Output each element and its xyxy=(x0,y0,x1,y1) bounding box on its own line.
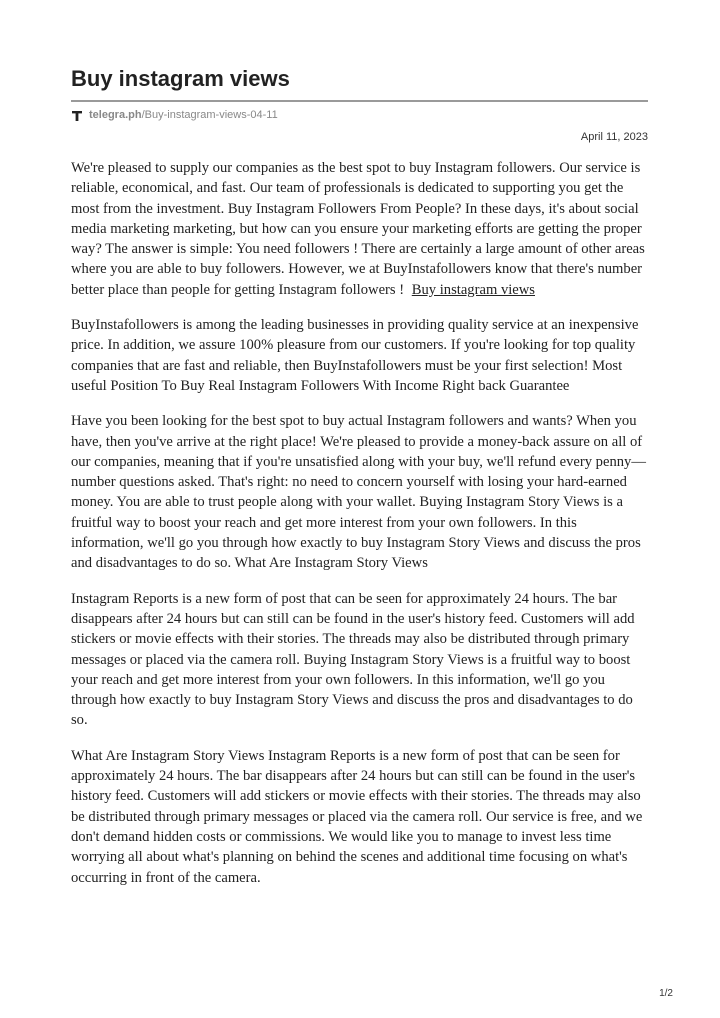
paragraph-5: What Are Instagram Story Views Instagram Reports is a new form of post that can be seen for approximately 24 hours. The bar disappears after 24 hours but can still can be found in the user's history feed. Customers will add stickers or movie effects with their stories. The threads may also be distributed through primary messages or placed via the camera roll. Our service is free, and we don't demand hidden costs or commissions. We would like you to manage to invest less time worrying all about what's planning on behind the scenes and additional time focusing on what's occurring in front of the camera. xyxy=(71,747,643,886)
source-link[interactable] xyxy=(71,106,278,124)
page-number: 1/2 xyxy=(659,988,673,999)
paragraph-3: Have you been looking for the best spot to buy actual Instagram followers and wants? When you have, then you've arrive at the right place! We're pleased to provide a money-back assure on all of our companies, meaning that if you're unsatisfied along with your buy, we'll refund every penny—number questions asked. That's right: no need to concern yourself with losing your hard-earned money. You are able to trust people along with your wallet. Buying Instagram Story Views is a fruitful way to boost your reach and get more interest from your own followers. In this information, we'll go you through how exactly to buy Instagram Story Views and discuss the pros and disadvantages to do so. What Are Instagram Story Views xyxy=(71,413,646,572)
source-path[interactable]: /Buy-instagram-views-04-11 xyxy=(141,109,278,121)
source-domain[interactable]: telegra.ph xyxy=(89,109,142,121)
publication-date: April 11, 2023 xyxy=(580,131,648,143)
title-divider xyxy=(71,100,648,102)
telegraph-logo-icon xyxy=(71,110,83,122)
buy-instagram-views-link[interactable]: Buy instagram views xyxy=(411,281,535,298)
article-body xyxy=(71,158,650,903)
paragraph-4: Instagram Reports is a new form of post that can be seen for approximately 24 hours. The bar disappears after 24 hours but can still can be found in the user's history feed. Customers will add stickers or movie effects with their stories. The threads may also be distributed through primary messages or placed via the camera roll. Buying Instagram Story Views is a fruitful way to boost your reach and get more interest from your own followers. In this information, we'll go you through how exactly to buy Instagram Story Views and discuss the pros and disadvantages to do so. xyxy=(71,590,635,729)
paragraph-2: BuyInstafollowers is among the leading businesses in providing quality service at an inexpensive price. In addition, we assure 100% pleasure from our customers. If you're looking for top quality companies that are fast and reliable, then BuyInstafollowers must be your first selection! Most useful Position To Buy Real Instagram Followers With Income Right back Guarantee xyxy=(71,317,639,394)
page-title: Buy instagram views xyxy=(71,66,290,91)
paragraph-1-text: We're pleased to supply our companies as the best spot to buy Instagram followers. Our service is reliable, economical, and fast. Our team of professionals is dedicated to supporting you get the most from the investment. Buy Instagram Followers From People? In these days, it's about social media marketing marketing, but how can you ensure your marketing efforts are getting the proper way? The answer is simple: You need followers ! There are certainly a large amount of other areas where you are able to buy followers. However, we at BuyInstafollowers know that there's number better place than people for getting Instagram followers ! xyxy=(71,160,645,298)
paragraph-1 xyxy=(71,158,650,300)
